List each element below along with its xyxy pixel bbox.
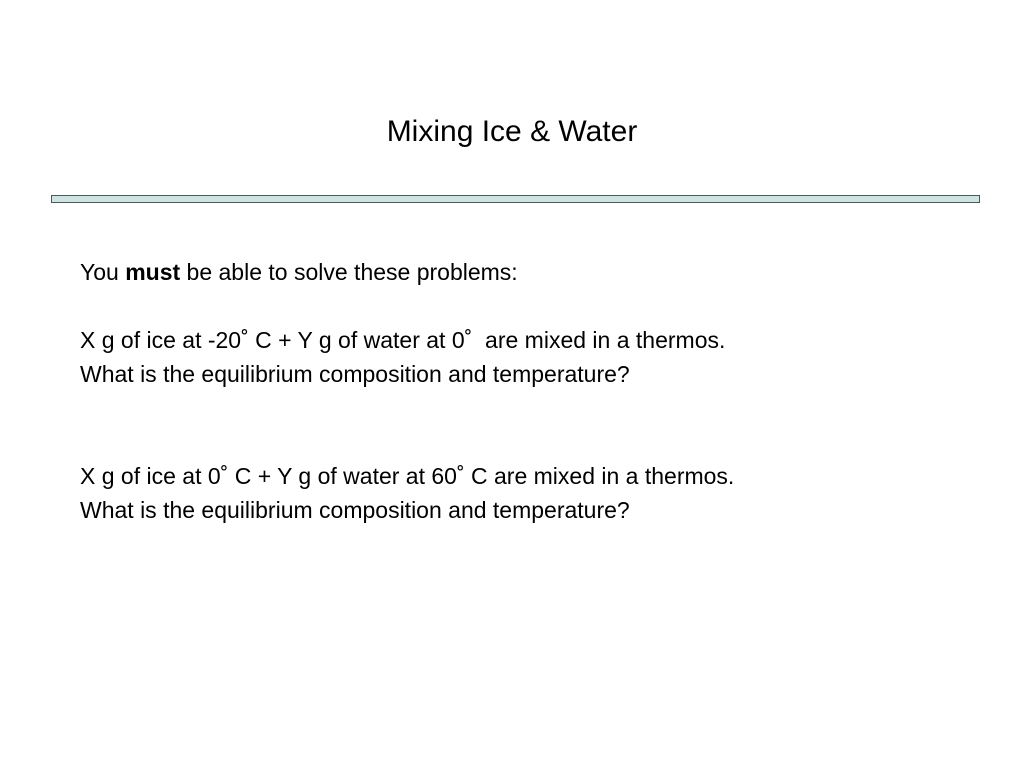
intro-line	[80, 258, 518, 286]
intro-text-after: be able to solve these problems:	[180, 259, 518, 285]
problem-1-question: What is the equilibrium composition and temperature?	[80, 361, 630, 387]
problem-2-question: What is the equilibrium composition and temperature?	[80, 497, 630, 523]
intro-emphasis: must	[125, 259, 181, 285]
title-divider	[51, 195, 980, 203]
intro-text-before: You	[80, 259, 126, 285]
problem-1-statement: X g of ice at -20˚ C + Y g of water at 0˚ are mixed in a thermos.	[80, 327, 726, 353]
problem-2-statement: X g of ice at 0˚ C + Y g of water at 60˚ C are mixed in a thermos.	[80, 463, 735, 489]
slide-title: Mixing Ice & Water	[386, 115, 638, 148]
